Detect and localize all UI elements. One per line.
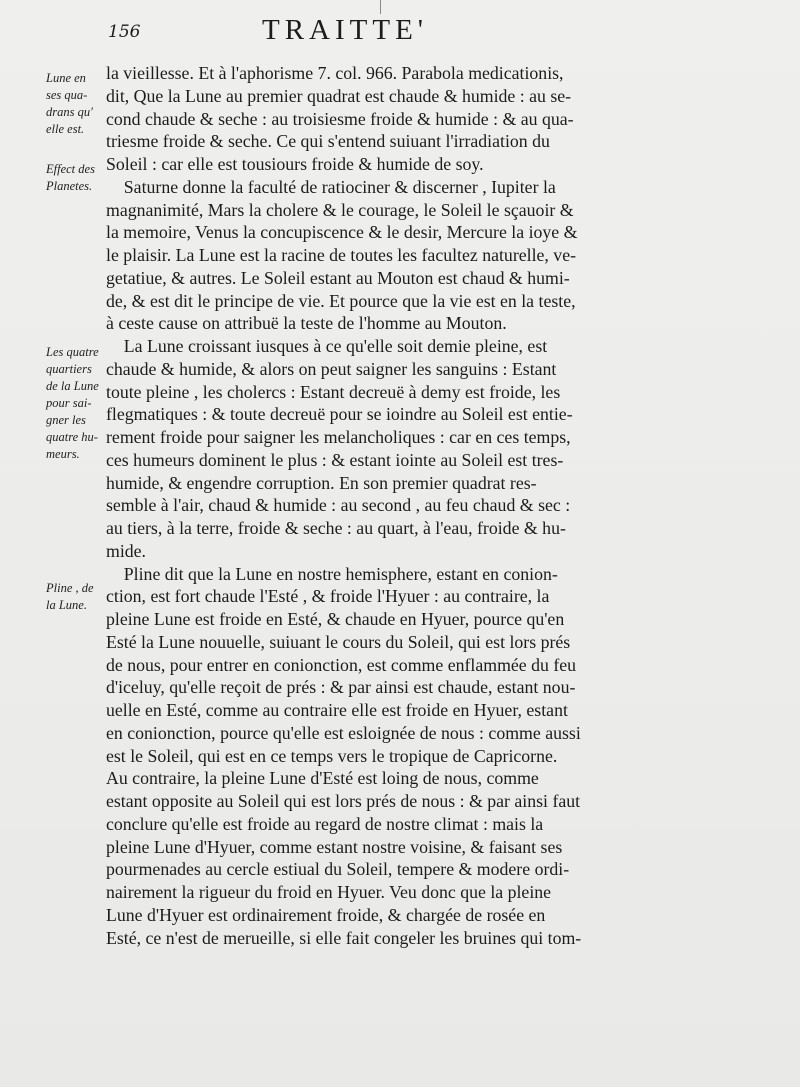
text-line: la vieillesse. Et à l'aphorisme 7. col. 966. Parabola medicationis, — [106, 63, 564, 83]
text-line: est le Soleil, qui est en ce temps vers le tropique de Capricorne. — [106, 745, 558, 766]
text-line: le plaisir. La Lune est la racine de toutes les facultez naturelle, ve- — [106, 245, 577, 265]
text-line: La Lune croissant iusques à ce qu'elle soit demie pleine, est — [106, 336, 548, 356]
text-line: Saturne donne la faculté de ratiociner & discerner , Iupiter la — [106, 176, 556, 197]
text-line: magnanimité, Mars la cholere & le courage, le Soleil le sçauoir & — [106, 199, 574, 220]
text-line: la memoire, Venus la concupiscence & le desir, Mercure la ioye & — [106, 222, 578, 243]
text-line: ces humeurs dominent le plus : & estant iointe au Soleil est tres- — [106, 449, 564, 470]
margin-note: Les quatre quartiers de la Lune pour sai- gner les quatre hu- meurs. — [46, 345, 99, 461]
text-line: de nous, pour entrer en conionction, est comme enflammée du feu — [106, 654, 577, 675]
text-line: estant opposite au Soleil qui est lors prés de nous : & par ainsi faut — [106, 791, 581, 811]
text-line: Soleil : car elle est tousiours froide & humide de soy. — [106, 154, 484, 174]
text-line: Esté la Lune nouuelle, suiuant le cours du Soleil, qui est lors prés — [106, 631, 571, 652]
text-line: conclure qu'elle est froide au regard de nostre climat : mais la — [106, 813, 544, 834]
margin-note: Lune en ses qua- drans qu' elle est. — [46, 71, 93, 136]
text-line: pleine Lune d'Hyuer, comme estant nostre voisine, & faisant ses — [106, 836, 563, 857]
text-line: à ceste cause on attribuë la teste de l'homme au Mouton. — [106, 313, 507, 334]
running-title: TRAITTE' — [262, 14, 429, 46]
text-line: de, & est dit le principe de vie. Et pource que la vie est en la teste, — [106, 290, 576, 311]
body-text — [106, 62, 796, 949]
text-line: getatiue, & autres. Le Soleil estant au Mouton est chaud & humi- — [106, 267, 570, 288]
margin-note: Pline , de la Lune. — [46, 581, 94, 612]
text-line: au tiers, à la terre, froide & seche : au quart, à l'eau, froide & hu- — [106, 518, 566, 538]
text-line: chaude & humide, & alors on peut saigner les sanguins : Estant — [106, 358, 557, 379]
text-line: mide. — [106, 540, 146, 561]
text-line: dit, Que la Lune au premier quadrat est chaude & humide : au se- — [106, 85, 572, 106]
text-line: en conionction, pource qu'elle est esloignée de nous : comme aussi — [106, 722, 581, 743]
text-line: humide, & engendre corruption. En son premier quadrat res- — [106, 472, 537, 493]
page-header — [0, 14, 800, 54]
text-line: Pline dit que la Lune en nostre hemisphere, estant en conion- — [106, 563, 558, 584]
text-line: semble à l'air, chaud & humide : au second , au feu chaud & sec : — [106, 495, 571, 516]
text-line: toute pleine , les cholercs : Estant decreuë à demy est froide, les — [106, 381, 561, 402]
text-line: ction, est fort chaude l'Esté , & froide l'Hyuer : au contraire, la — [106, 586, 550, 607]
text-line: cond chaude & seche : au troisiesme froide & humide : & au qua- — [106, 108, 574, 129]
text-line: Au contraire, la pleine Lune d'Esté est loing de nous, comme — [106, 768, 539, 789]
text-line: uelle en Esté, comme au contraire elle est froide en Hyuer, estant — [106, 700, 568, 720]
text-line: Lune d'Hyuer est ordinairement froide, & chargée de rosée en — [106, 904, 546, 925]
text-line: nairement la rigueur du froid en Hyuer. Veu donc que la pleine — [106, 882, 552, 902]
page-edge-mark — [380, 0, 381, 14]
text-line: triesme froide & seche. Ce qui s'entend suiuant l'irradiation du — [106, 131, 550, 152]
text-line: Esté, ce n'est de merueille, si elle fait congeler les bruines qui tom- — [106, 927, 582, 948]
text-line: flegmatiques : & toute decreuë pour se ioindre au Soleil est entie- — [106, 404, 573, 425]
text-line: rement froide pour saigner les melancholiques : car en ces temps, — [106, 427, 571, 447]
margin-note: Effect des Planetes. — [46, 162, 95, 193]
margin-notes — [0, 0, 100, 1087]
text-line: d'iceluy, qu'elle reçoit de prés : & par ainsi est chaude, estant nou- — [106, 677, 576, 698]
page-number: 156 — [108, 22, 141, 42]
text-line: pleine Lune est froide en Esté, & chaude en Hyuer, pource qu'en — [106, 609, 565, 629]
text-line: pourmenades au cercle estiual du Soleil, tempere & modere ordi- — [106, 859, 570, 880]
